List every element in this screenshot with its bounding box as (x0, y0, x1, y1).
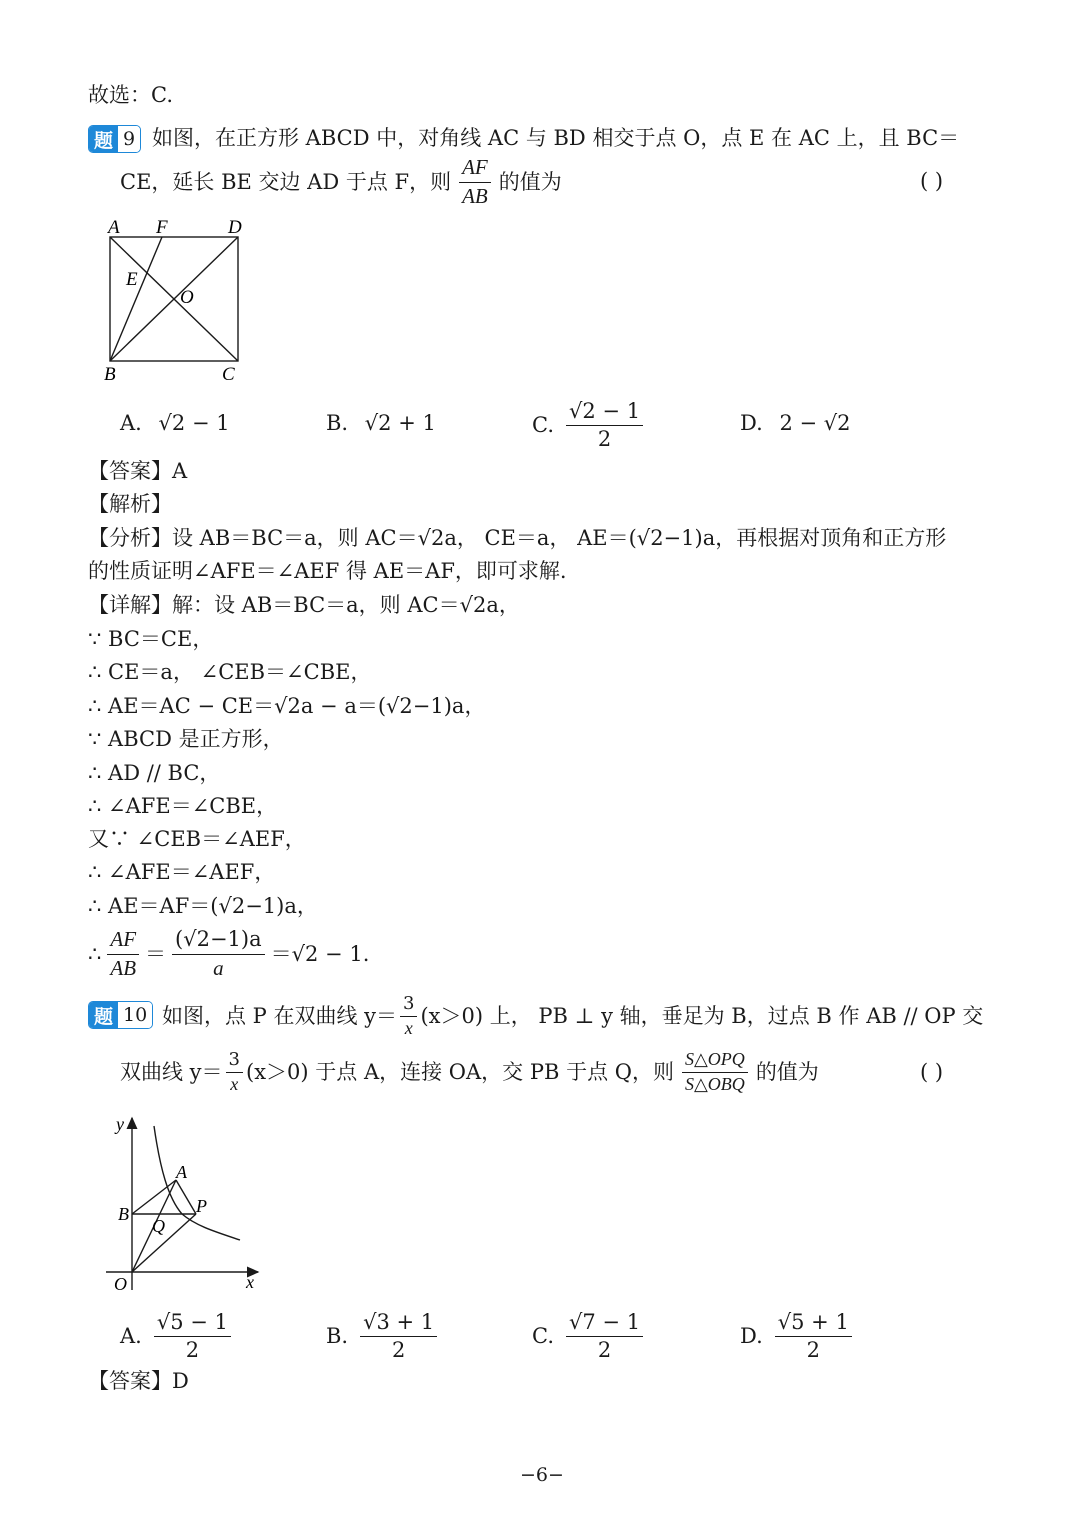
label-q: Q (152, 1216, 165, 1236)
q9-detail-line: ∴ AD // BC， (88, 761, 221, 785)
q10-line2 (120, 1044, 819, 1100)
q9-detail-line: 又∵ ∠CEB＝∠AEF， (88, 827, 306, 851)
frac-num: 3 (400, 994, 417, 1017)
frac-num: AF (107, 928, 139, 954)
q10-line1 (162, 990, 983, 1042)
therefore-symbol: ∴ (88, 941, 102, 966)
q9-option-d[interactable] (740, 413, 851, 434)
q10-answer-bracket: ( ) (920, 1060, 944, 1084)
segment-ap (176, 1180, 196, 1214)
segment-ab (132, 1180, 176, 1214)
previous-answer: 故选：C. (88, 83, 173, 107)
q10-line2-c: 的值为 (755, 1059, 819, 1084)
q9-fraction (459, 156, 491, 207)
hyperbola-curve (154, 1126, 240, 1240)
label-p: P (196, 1196, 207, 1216)
q9-line2 (120, 155, 562, 208)
frac-den: S△OBQ (684, 1073, 745, 1094)
option-label: A. (120, 411, 142, 435)
q9-square-figure (100, 212, 260, 384)
label-e: E (126, 269, 138, 290)
q9-analysis-header: 【解析】 (88, 492, 172, 516)
label-d: D (228, 217, 242, 238)
option-text: √2 + 1 (364, 411, 436, 435)
label-y: y (116, 1114, 124, 1134)
q9-option-c[interactable] (532, 400, 643, 451)
final-frac-1 (107, 928, 139, 979)
badge-number: 10 (118, 1002, 152, 1028)
q10-area-ratio (682, 1050, 748, 1095)
question-badge-9 (88, 125, 141, 153)
frac-num: √2 − 1 (566, 400, 643, 426)
q10-option-d[interactable] (740, 1311, 852, 1362)
frac-den: 2 (597, 1338, 612, 1363)
q9-line2-suffix: 的值为 (498, 169, 562, 194)
q9-detail-line: ∴ CE＝a， ∠CEB＝∠CBE， (88, 660, 372, 684)
frac-den: 2 (597, 427, 612, 452)
label-o: O (114, 1274, 127, 1294)
q10-option-a[interactable] (120, 1311, 231, 1362)
final-frac-2 (172, 928, 265, 979)
q9-option-a[interactable] (120, 413, 230, 434)
page-number: −6− (520, 1464, 564, 1486)
label-b: B (104, 364, 116, 384)
option-label: C. (532, 413, 554, 438)
badge-label: 题 (89, 1002, 118, 1028)
segment-bf (110, 237, 162, 361)
frac-den: x (404, 1017, 413, 1038)
frac-num: √5 − 1 (154, 1311, 231, 1337)
option-label: D. (740, 411, 763, 435)
q9-detail-line: 【详解】解：设 AB＝BC＝a，则 AC＝√2a， (88, 593, 520, 617)
q9-detail-line: ∴ ∠AFE＝∠AEF， (88, 860, 276, 884)
q9-analysis-line2: 的性质证明∠AFE＝∠AEF 得 AE＝AF，即可求解. (88, 559, 567, 583)
q9-detail-line: ∵ ABCD 是正方形， (88, 727, 284, 751)
q9-line1: 如图，在正方形 ABCD 中，对角线 AC 与 BD 相交于点 O，点 E 在 AC 上，且 BC＝ (152, 126, 960, 150)
badge-label: 题 (89, 126, 118, 152)
q9-answer: 【答案】A (88, 459, 188, 483)
option-fraction (360, 1311, 437, 1362)
frac-den: AB (110, 955, 137, 980)
option-label: B. (326, 1324, 349, 1349)
option-label: C. (532, 1324, 554, 1349)
label-x: x (246, 1272, 254, 1292)
option-label: A. (120, 1324, 142, 1349)
option-label: B. (326, 411, 349, 435)
q9-frac-num: AF (459, 156, 491, 182)
frac-den: 2 (806, 1338, 820, 1363)
label-a: A (108, 217, 120, 238)
q10-line2-b: (x＞0) 于点 A，连接 OA，交 PB 于点 Q，则 (246, 1059, 674, 1084)
q9-answer-bracket: ( ) (920, 169, 944, 193)
question-badge-10 (88, 1001, 153, 1029)
q10-hyperbola-figure (100, 1108, 270, 1296)
option-text: 2 − √2 (779, 411, 851, 435)
q9-detail-line: ∴ AE＝AC − CE＝√2a − a＝(√2−1)a， (88, 694, 486, 718)
label-b: B (118, 1204, 129, 1224)
q9-detail-line: ∴ AE＝AF＝(√2−1)a， (88, 894, 318, 918)
frac-num: √3 + 1 (360, 1311, 437, 1337)
frac-den: 2 (391, 1338, 406, 1363)
label-f: F (156, 217, 168, 238)
q10-answer: 【答案】D (88, 1369, 189, 1393)
q9-option-b[interactable] (326, 413, 436, 434)
q10-line1-a: 如图，点 P 在双曲线 y＝ (162, 1003, 398, 1028)
option-fraction (154, 1311, 231, 1362)
frac-num: √5 + 1 (775, 1311, 852, 1337)
label-o: O (180, 287, 194, 308)
q9-final-equation (88, 928, 369, 980)
q9-frac-den: AB (462, 183, 488, 208)
q9-detail-line: ∴ ∠AFE＝∠CBE， (88, 794, 278, 818)
label-a: A (176, 1162, 187, 1182)
frac-den: a (213, 955, 224, 980)
frac-num: √7 − 1 (566, 1311, 643, 1337)
badge-number: 9 (118, 126, 140, 152)
frac-num: S△OPQ (682, 1050, 748, 1073)
option-fraction (566, 1311, 643, 1362)
option-label: D. (740, 1324, 763, 1349)
final-result: ＝√2 − 1. (270, 941, 370, 966)
equals: ＝ (145, 941, 167, 966)
q10-option-c[interactable] (532, 1311, 643, 1362)
q10-line2-a: 双曲线 y＝ (120, 1059, 223, 1084)
frac-num: (√2−1)a (172, 928, 265, 954)
frac-den: x (230, 1073, 239, 1094)
option-fraction (775, 1311, 852, 1362)
q10-frac-3-over-x (400, 994, 417, 1039)
frac-den: 2 (185, 1338, 200, 1363)
q9-detail-line: ∵ BC＝CE， (88, 627, 214, 651)
q10-line1-b: (x＞0) 上， PB ⊥ y 轴，垂足为 B，过点 B 作 AB // OP 交 (420, 1003, 984, 1028)
option-fraction (566, 400, 643, 451)
q9-analysis-line1: 【分析】设 AB＝BC＝a，则 AC＝√2a， CE＝a， AE＝(√2−1)a，再根据对顶角和正方形 (88, 526, 947, 550)
q10-frac-3-over-x (226, 1050, 243, 1095)
q9-line2-prefix: CE，延长 BE 交边 AD 于点 F，则 (120, 169, 452, 194)
q10-option-b[interactable] (326, 1311, 437, 1362)
frac-num: 3 (226, 1050, 243, 1073)
option-text: √2 − 1 (158, 411, 230, 435)
label-c: C (222, 364, 235, 384)
